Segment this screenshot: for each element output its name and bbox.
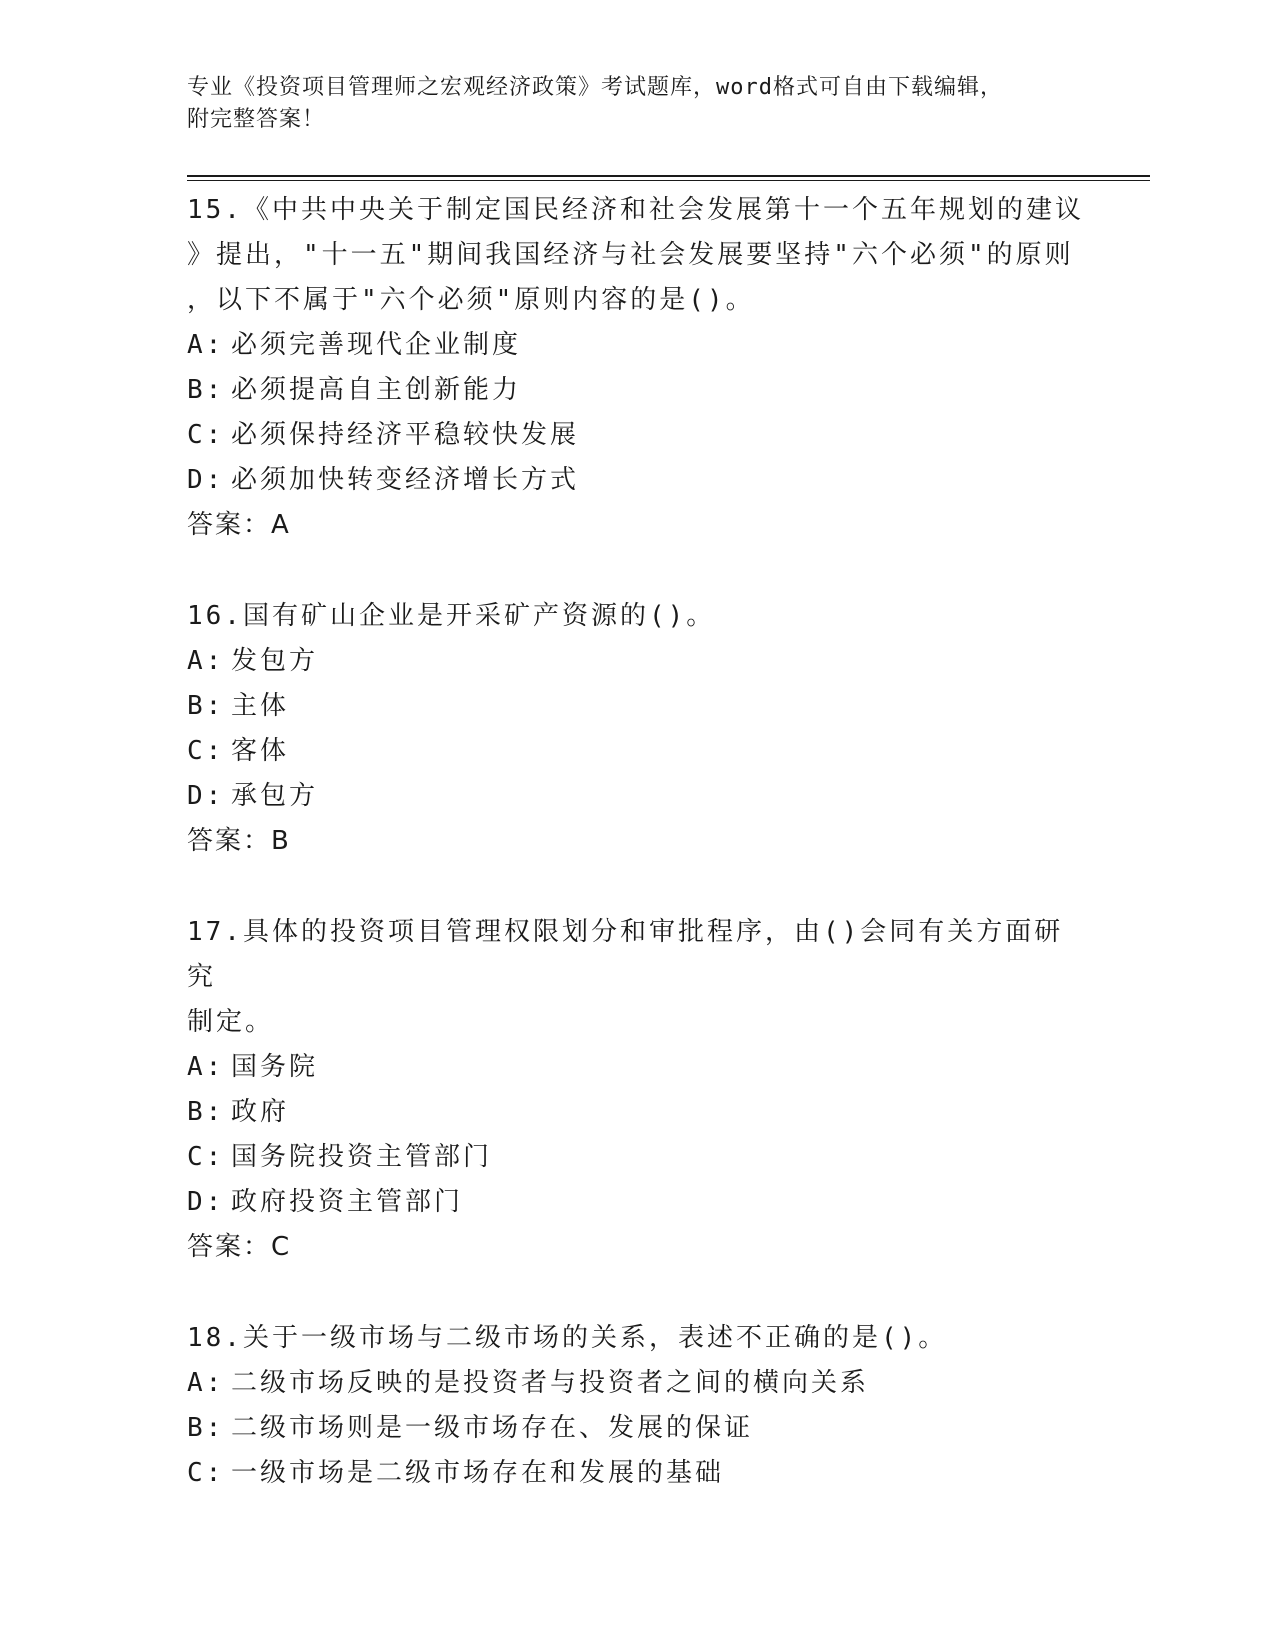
option-text: 国务院投资主管部门	[231, 1142, 493, 1172]
option-a	[187, 639, 1087, 684]
header-divider-thick	[187, 175, 1150, 177]
option-text: 二级市场反映的是投资者与投资者之间的横向关系	[231, 1368, 870, 1398]
question-stem-line: 17.具体的投资项目管理权限划分和审批程序，由()会同有关方面研究	[187, 917, 1064, 992]
option-letter: A:	[187, 1368, 225, 1398]
header-divider-thin	[187, 180, 1150, 181]
question-18	[187, 1316, 1087, 1496]
header-line-1: 专业《投资项目管理师之宏观经济政策》考试题库，word格式可自由下载编辑，	[187, 75, 1003, 100]
document-header	[187, 72, 1087, 136]
option-b	[187, 1406, 1087, 1451]
question-stem-line: 制定。	[187, 1007, 275, 1037]
option-text: 发包方	[231, 646, 319, 676]
question-stem-line: 18.关于一级市场与二级市场的关系，表述不正确的是()。	[187, 1323, 948, 1353]
option-letter: D:	[187, 465, 225, 495]
option-letter: C:	[187, 1142, 225, 1172]
option-letter: A:	[187, 646, 225, 676]
option-letter: B:	[187, 375, 225, 405]
question-16	[187, 594, 1087, 864]
question-17	[187, 910, 1087, 1270]
option-text: 政府投资主管部门	[231, 1187, 464, 1217]
question-stem-line: ，以下不属于"六个必须"原则内容的是()。	[187, 285, 755, 315]
question-15	[187, 188, 1087, 548]
option-c	[187, 729, 1087, 774]
option-a	[187, 323, 1087, 368]
question-stem-line: 15.《中共中央关于制定国民经济和社会发展第十一个五年规划的建议	[187, 195, 1084, 225]
option-text: 主体	[231, 691, 290, 721]
option-b	[187, 684, 1087, 729]
option-letter: B:	[187, 691, 225, 721]
option-letter: A:	[187, 330, 225, 360]
option-c	[187, 1451, 1087, 1496]
option-text: 一级市场是二级市场存在和发展的基础	[231, 1458, 725, 1488]
answer-line: 答案：A	[187, 510, 291, 540]
option-text: 承包方	[231, 781, 319, 811]
option-letter: A:	[187, 1052, 225, 1082]
answer-line: 答案：C	[187, 1232, 292, 1262]
option-text: 国务院	[231, 1052, 319, 1082]
option-letter: C:	[187, 1458, 225, 1488]
option-letter: D:	[187, 1187, 225, 1217]
option-text: 政府	[231, 1097, 290, 1127]
answer-line: 答案：B	[187, 826, 291, 856]
option-text: 二级市场则是一级市场存在、发展的保证	[231, 1413, 754, 1443]
option-letter: B:	[187, 1413, 225, 1443]
question-list	[187, 188, 1087, 1542]
option-d	[187, 774, 1087, 819]
option-a	[187, 1361, 1087, 1406]
header-line-2: 附完整答案！	[187, 107, 326, 132]
option-text: 必须加快转变经济增长方式	[231, 465, 580, 495]
option-c	[187, 1135, 1087, 1180]
option-letter: D:	[187, 781, 225, 811]
option-text: 必须完善现代企业制度	[231, 330, 522, 360]
option-b	[187, 1090, 1087, 1135]
question-stem-line: 16.国有矿山企业是开采矿产资源的()。	[187, 601, 716, 631]
option-b	[187, 368, 1087, 413]
option-d	[187, 458, 1087, 503]
option-text: 客体	[231, 736, 290, 766]
option-text: 必须保持经济平稳较快发展	[231, 420, 580, 450]
option-text: 必须提高自主创新能力	[231, 375, 522, 405]
question-stem-line: 》提出，"十一五"期间我国经济与社会发展要坚持"六个必须"的原则	[187, 240, 1074, 270]
option-letter: C:	[187, 736, 225, 766]
option-c	[187, 413, 1087, 458]
option-a	[187, 1045, 1087, 1090]
option-letter: C:	[187, 420, 225, 450]
option-d	[187, 1180, 1087, 1225]
option-letter: B:	[187, 1097, 225, 1127]
